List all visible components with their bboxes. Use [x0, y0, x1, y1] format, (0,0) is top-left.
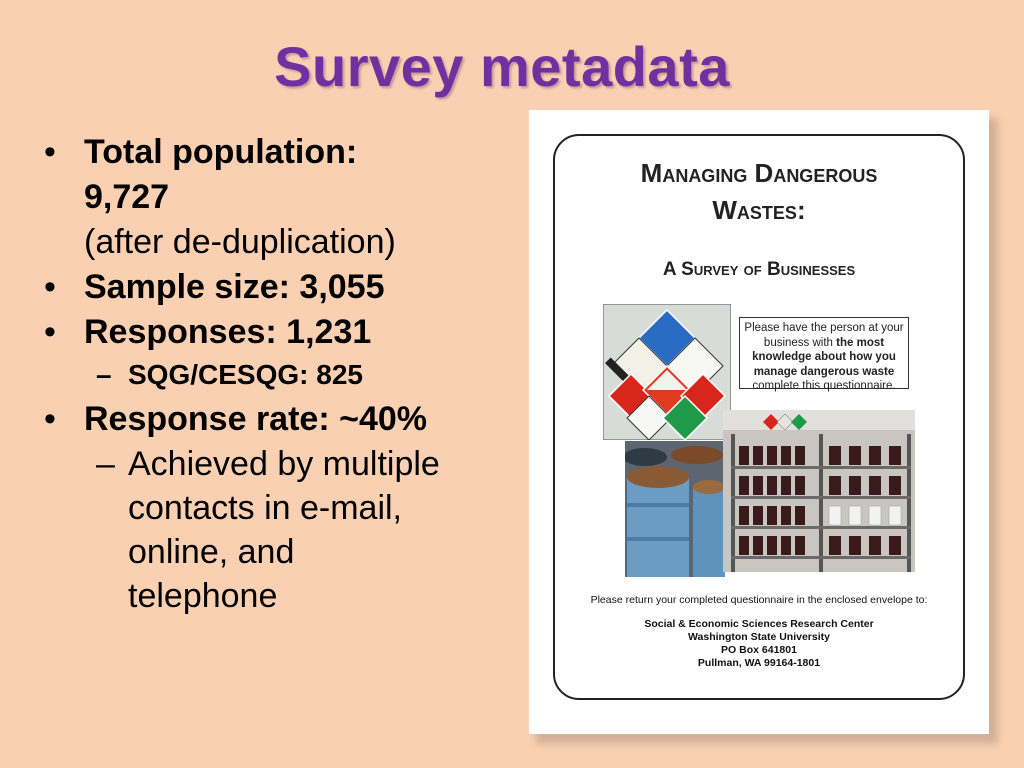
address-line: Pullman, WA 99164-1801: [697, 657, 821, 669]
hazard-placards-image: [603, 304, 731, 440]
bullet-responses: [44, 310, 514, 355]
rate-label: Response rate:: [84, 400, 340, 438]
bullet-dot: •: [44, 268, 56, 306]
address-line: PO Box 641801: [721, 644, 797, 656]
notice-text-end: complete this questionnaire.: [752, 380, 896, 392]
sub-bullet-dash: –: [96, 445, 115, 483]
sub-bullet-rate: [44, 442, 514, 618]
bullet-dot: •: [44, 313, 56, 351]
rate-sub-line: contacts in e-mail,: [128, 489, 402, 527]
notice-bold-text: the most knowledge about how you manage dangerous waste: [752, 336, 896, 378]
bullet-list: [44, 130, 514, 618]
population-value: 9,727: [84, 178, 170, 216]
questionnaire-notice: [739, 317, 909, 392]
storage-shelves-image: [723, 410, 915, 572]
sub-bullet-dash: –: [96, 359, 112, 390]
cover-subtitle: A Survey of Businesses: [662, 259, 856, 280]
population-label: Total population:: [84, 133, 358, 171]
rate-sub-line: online, and: [128, 533, 295, 571]
sub-bullet-sqg: [44, 355, 514, 395]
cover-title-line1: Managing Dangerous: [640, 158, 878, 188]
slide-title: Survey metadata: [274, 35, 730, 98]
address-line: Social & Economic Sciences Research Center: [644, 618, 874, 630]
address-line: Washington State University: [688, 631, 830, 643]
bullet-dot: •: [44, 400, 56, 438]
population-note: (after de-duplication): [84, 223, 396, 261]
rate-sub-line: telephone: [128, 577, 278, 615]
sample-size: Sample size: 3,055: [84, 268, 385, 306]
questionnaire-cover: [529, 110, 989, 734]
bullet-population: [44, 130, 514, 265]
cover-title-line2: Wastes:: [712, 195, 806, 225]
waste-drums-image: [625, 441, 725, 577]
bullet-dot: •: [44, 133, 56, 171]
bullet-sample: [44, 265, 514, 310]
responses: Responses: 1,231: [84, 313, 372, 351]
return-instructions: Please return your completed questionnaire in the enclosed envelope to:: [590, 594, 928, 606]
notice-text: Please have the person at your business with: [744, 322, 904, 349]
rate-value: ~40%: [339, 400, 427, 438]
bullet-rate: [44, 397, 514, 442]
rate-sub-line: Achieved by multiple: [128, 445, 440, 483]
responses-sub: SQG/CESQG: 825: [128, 359, 363, 390]
